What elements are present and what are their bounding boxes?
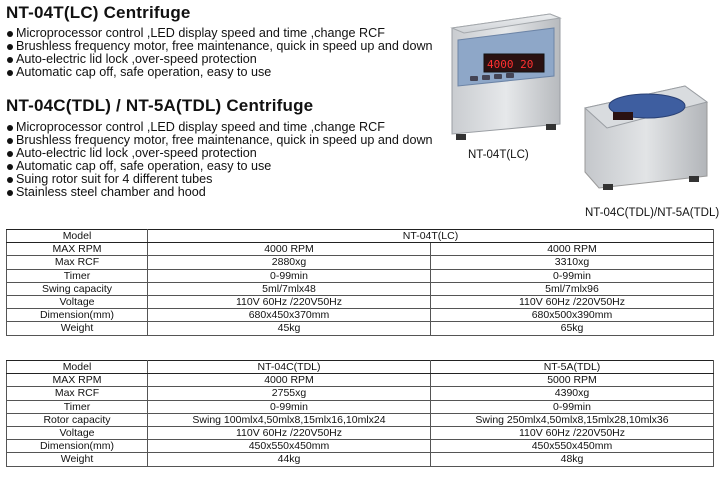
cell-value: Swing 100mlx4,50mlx8,15mlx16,10mlx24 bbox=[148, 413, 431, 426]
cell-value: 4000 RPM bbox=[431, 243, 714, 256]
model-header-value: NT-04C(TDL) bbox=[148, 361, 431, 374]
row-label: Voltage bbox=[7, 426, 148, 439]
feature-item: Automatic cap off, safe operation, easy to use bbox=[6, 160, 433, 173]
section1-title: NT-04T(LC) Centrifuge bbox=[6, 3, 191, 22]
cell-value: 0-99min bbox=[431, 400, 714, 413]
cell-value: Swing 250mlx4,50mlx8,15mlx28,10mlx36 bbox=[431, 413, 714, 426]
cell-value: 45kg bbox=[148, 322, 431, 335]
cell-value: 2755xg bbox=[148, 387, 431, 400]
spec-table-nt04t bbox=[6, 229, 714, 336]
feature-item: Microprocessor control ,LED display speed and time ,change RCF bbox=[6, 27, 433, 40]
table-row bbox=[7, 282, 714, 295]
feature-item: Stainless steel chamber and hood bbox=[6, 186, 433, 199]
cell-value: 0-99min bbox=[148, 400, 431, 413]
row-label: Max RCF bbox=[7, 387, 148, 400]
section2-title: NT-04C(TDL) / NT-5A(TDL) Centrifuge bbox=[6, 96, 314, 115]
cell-value: 110V 60Hz /220V50Hz bbox=[148, 426, 431, 439]
cell-value: 110V 60Hz /220V50Hz bbox=[148, 295, 431, 308]
row-label: MAX RPM bbox=[7, 374, 148, 387]
table-row bbox=[7, 309, 714, 322]
row-label: Max RCF bbox=[7, 256, 148, 269]
cell-value: 48kg bbox=[431, 453, 714, 466]
cell-value: 2880xg bbox=[148, 256, 431, 269]
cell-value: 680x500x390mm bbox=[431, 309, 714, 322]
feature-item: Microprocessor control ,LED display speed and time ,change RCF bbox=[6, 121, 433, 134]
cell-value: 4390xg bbox=[431, 387, 714, 400]
model-header-value: NT-04T(LC) bbox=[148, 230, 714, 243]
cell-value: 0-99min bbox=[148, 269, 431, 282]
table-row bbox=[7, 322, 714, 335]
row-label: Dimension(mm) bbox=[7, 309, 148, 322]
cell-value: 0-99min bbox=[431, 269, 714, 282]
cell-value: 5ml/7mlx48 bbox=[148, 282, 431, 295]
table-row bbox=[7, 413, 714, 426]
cell-value: 110V 60Hz /220V50Hz bbox=[431, 295, 714, 308]
photo-caption-nt04t: NT-04T(LC) bbox=[468, 149, 529, 161]
feature-item: Brushless frequency motor, free maintenance, quick in speed up and down bbox=[6, 40, 433, 53]
feature-item: Auto-electric lid lock ,over-speed protection bbox=[6, 147, 433, 160]
model-header-label: Model bbox=[7, 230, 148, 243]
led-display: 4000 20 bbox=[487, 58, 534, 71]
centrifuge-nt04c-photo bbox=[575, 76, 715, 196]
row-label: Timer bbox=[7, 400, 148, 413]
cell-value: 4000 RPM bbox=[148, 374, 431, 387]
photo-caption-nt04c: NT-04C(TDL)/NT-5A(TDL) bbox=[585, 207, 720, 219]
row-label: MAX RPM bbox=[7, 243, 148, 256]
table-row bbox=[7, 243, 714, 256]
cell-value: 110V 60Hz /220V50Hz bbox=[431, 426, 714, 439]
table-row bbox=[7, 426, 714, 439]
section1-feature-list bbox=[6, 27, 433, 79]
table-row bbox=[7, 400, 714, 413]
row-label: Swing capacity bbox=[7, 282, 148, 295]
row-label: Dimension(mm) bbox=[7, 440, 148, 453]
cell-value: 5ml/7mlx96 bbox=[431, 282, 714, 295]
row-label: Rotor capacity bbox=[7, 413, 148, 426]
row-label: Weight bbox=[7, 453, 148, 466]
feature-item: Automatic cap off, safe operation, easy to use bbox=[6, 66, 433, 79]
feature-item: Suing rotor suit for 4 different tubes bbox=[6, 173, 433, 186]
cell-value: 65kg bbox=[431, 322, 714, 335]
table-row bbox=[7, 269, 714, 282]
table-row bbox=[7, 387, 714, 400]
cell-value: 450x550x450mm bbox=[148, 440, 431, 453]
model-header-label: Model bbox=[7, 361, 148, 374]
cell-value: 44kg bbox=[148, 453, 431, 466]
section2-feature-list bbox=[6, 121, 433, 198]
row-label: Voltage bbox=[7, 295, 148, 308]
row-label: Timer bbox=[7, 269, 148, 282]
model-header-value: NT-5A(TDL) bbox=[431, 361, 714, 374]
cell-value: 450x550x450mm bbox=[431, 440, 714, 453]
table-row bbox=[7, 374, 714, 387]
table-row bbox=[7, 440, 714, 453]
table-header-row bbox=[7, 361, 714, 374]
table-row bbox=[7, 453, 714, 466]
row-label: Weight bbox=[7, 322, 148, 335]
centrifuge-nt04t-photo bbox=[438, 6, 574, 144]
cell-value: 680x450x370mm bbox=[148, 309, 431, 322]
table-row bbox=[7, 256, 714, 269]
feature-item: Brushless frequency motor, free maintenance, quick in speed up and down bbox=[6, 134, 433, 147]
cell-value: 4000 RPM bbox=[148, 243, 431, 256]
cell-value: 5000 RPM bbox=[431, 374, 714, 387]
spec-table-nt04c-nt5a bbox=[6, 360, 714, 467]
feature-item: Auto-electric lid lock ,over-speed protection bbox=[6, 53, 433, 66]
table-row bbox=[7, 295, 714, 308]
cell-value: 3310xg bbox=[431, 256, 714, 269]
table-header-row bbox=[7, 230, 714, 243]
